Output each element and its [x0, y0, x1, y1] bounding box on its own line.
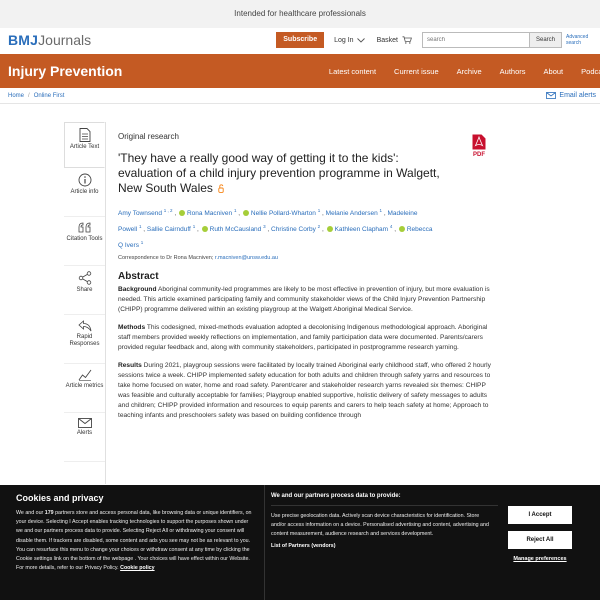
author-separator: ,	[141, 226, 147, 234]
envelope-icon	[546, 92, 556, 99]
healthcare-banner: Intended for healthcare professionals	[0, 0, 600, 28]
search-bar	[422, 32, 562, 48]
correspondence	[118, 255, 500, 261]
abstract-methods	[118, 323, 493, 353]
reject-all-button[interactable]: Reject All	[508, 531, 572, 549]
accept-button[interactable]: I Accept	[508, 506, 572, 524]
chevron-down-icon	[357, 38, 365, 43]
author-separator: ,	[265, 226, 272, 234]
author-affiliation: 2	[317, 224, 321, 230]
bmj-journals-logo[interactable]	[8, 32, 91, 48]
advanced-search-link[interactable]: Advanced search	[566, 34, 589, 46]
cookie-text-start: We and our	[16, 510, 44, 516]
breadcrumb	[0, 88, 600, 104]
article-type: Original research	[118, 132, 179, 141]
login-label: Log In	[334, 36, 354, 44]
document-icon	[79, 128, 91, 142]
author-separator: ,	[392, 226, 398, 234]
article-title-text: 'They have a really good way of getting it to the kids': evaluation of a child injury prevention programme in Walgett, New South Wales	[118, 151, 440, 195]
cookie-actions	[508, 506, 572, 562]
tool-label: Alerts	[76, 430, 93, 436]
tool-label: Article Text	[69, 144, 100, 150]
nav-current-issue[interactable]: Current issue	[394, 66, 439, 76]
basket-link[interactable]	[377, 36, 412, 44]
author-affiliation: 1	[379, 208, 383, 213]
abstract-background	[118, 285, 493, 315]
tool-label: Share	[76, 287, 93, 293]
author-affiliation: 4	[389, 224, 393, 230]
author-link[interactable]	[118, 210, 173, 217]
pdf-label: PDF	[473, 152, 485, 158]
author-name: Melanie Andersen	[325, 210, 378, 218]
tool-share[interactable]	[64, 266, 105, 315]
basket-label: Basket	[376, 36, 398, 44]
author-affiliation: 1	[192, 224, 196, 230]
journal-nav	[329, 67, 612, 76]
orcid-icon	[179, 210, 185, 216]
cookie-policy-link[interactable]: Cookie policy	[120, 565, 155, 572]
author-separator: ,	[320, 210, 326, 218]
author-list	[118, 204, 438, 252]
partners-count: 179	[44, 510, 54, 516]
cookie-text	[16, 509, 256, 573]
correspondence-prefix: Correspondence to Dr Rona Macniven;	[118, 255, 214, 262]
email-alerts-label: Email alerts	[559, 92, 596, 99]
search-button[interactable]: Search	[530, 32, 562, 48]
nav-latest-content[interactable]: Latest content	[328, 66, 377, 76]
tool-label: Citation Tools	[66, 236, 103, 242]
author-affiliation: 1	[138, 224, 142, 230]
author-link[interactable]	[271, 226, 320, 233]
purposes-heading: We and our partners process data to provide:	[271, 493, 498, 506]
author-link[interactable]	[326, 226, 393, 233]
abstract-section-label: Background	[118, 286, 157, 294]
tool-label: Article info	[70, 189, 99, 195]
orcid-icon	[202, 226, 208, 232]
tool-rapid-responses[interactable]	[64, 315, 105, 364]
nav-about[interactable]: About	[543, 66, 564, 76]
author-affiliation: 1	[233, 208, 237, 213]
search-input[interactable]	[422, 32, 530, 48]
author-separator: ,	[172, 210, 178, 218]
author-name: Nellie Pollard-Wharton	[250, 210, 316, 218]
logo-bold: BMJ	[8, 32, 39, 48]
cart-icon	[402, 36, 412, 44]
tool-label: Rapid Responses	[69, 334, 100, 347]
tool-article-text[interactable]	[64, 122, 105, 168]
author-name: Sallie Cairnduff	[146, 226, 191, 234]
author-name: Rona Macniven	[186, 210, 233, 218]
author-name: Ruth McCausland	[209, 226, 262, 234]
nav-podcasts[interactable]: Podcasts	[581, 66, 612, 76]
correspondence-email[interactable]: r.macniven@unsw.edu.au	[214, 255, 278, 262]
abstract-results	[118, 361, 493, 421]
author-link[interactable]	[178, 210, 237, 217]
tool-article-metrics[interactable]	[64, 364, 105, 413]
breadcrumb-separator: /	[28, 92, 30, 99]
journal-title[interactable]: Injury Prevention	[8, 63, 123, 79]
share-icon	[78, 271, 92, 285]
author-link[interactable]	[201, 226, 266, 233]
author-name: Rebecca Q Ivers	[118, 226, 433, 250]
breadcrumb-home[interactable]: Home	[8, 92, 25, 99]
orcid-icon	[327, 226, 333, 232]
author-link[interactable]	[326, 210, 382, 217]
tool-alerts[interactable]	[64, 413, 105, 462]
author-name: Christine Corby	[271, 226, 316, 234]
author-name: Kathleen Clapham	[334, 226, 389, 234]
tool-article-info[interactable]	[64, 168, 105, 217]
cookie-banner	[0, 485, 600, 600]
article-title	[118, 151, 453, 196]
author-link[interactable]	[242, 210, 320, 217]
author-affiliation: 1	[140, 240, 144, 246]
metrics-icon	[78, 369, 92, 381]
author-affiliation: 1 , 2	[163, 208, 173, 213]
purposes-text: Use precise geolocation data. Actively scan device characteristics for identification. Store and/or access information on a device. Personalised advertising and content, advertising and content measurement, audience research and services development.	[271, 513, 489, 538]
author-affiliation: 1	[317, 208, 321, 213]
open-access-icon	[218, 184, 224, 193]
author-separator: ,	[236, 210, 242, 218]
cookie-info	[16, 493, 256, 573]
quote-icon	[78, 222, 92, 234]
envelope-icon	[78, 418, 92, 428]
author-separator: ,	[382, 210, 388, 218]
abstract-section-label: Results	[118, 362, 142, 370]
author-separator: ,	[320, 226, 326, 234]
cookie-text-body: partners store and access personal data, like browsing data or unique identifiers, on your device. Selecting I Accept enables tracking technologies to support the purposes shown under we and our partners process data to provide. Selecting Reject All or withdrawing your consent will disable them. If trackers are disabled, some content and ads you see may not be as relevant to you. You can resurface this menu to change your choices or withdraw consent at any time by clicking the Cookie settings link on the bottom of the webpage . Your choices will have effect within our Website. For more details, refer to our Privacy Policy.	[16, 510, 252, 572]
cookie-heading: Cookies and privacy	[16, 493, 104, 503]
pdf-download-link[interactable]	[472, 134, 486, 158]
manage-preferences-link[interactable]: Manage preferences	[513, 556, 567, 562]
email-alerts-link[interactable]	[546, 92, 596, 99]
abstract-heading: Abstract	[118, 271, 159, 283]
orcid-icon	[399, 226, 405, 232]
author-separator: ,	[195, 226, 201, 234]
author-affiliation: 3	[263, 224, 266, 230]
abstract-section-text: Aboriginal community-led programmes are likely to be most effective in prevention of injury, but more evaluation is needed. This article examined participating family and community stakeholder views of the Child Injury Prevention Partnership (CHIPP) programme delivered within an existing playgroup at the Walgett Aboriginal Medical Service.	[118, 286, 490, 314]
brand-bar	[0, 28, 600, 52]
orcid-icon	[243, 210, 249, 216]
abstract-section-text: This codesigned, mixed-methods evaluation adopted a decolonising Indigenous methodological approach. Aboriginal staff members provided weekly reflections on implementation, and family participation data were documented. Parents/carers provided regular feedback and, along with community stakeholders, participated in postprogramme research yarning.	[118, 324, 488, 352]
article-tools-sidebar	[64, 122, 106, 484]
article-content	[118, 132, 500, 421]
tool-citation-tools[interactable]	[64, 217, 105, 266]
pdf-icon	[472, 134, 486, 150]
nav-archive[interactable]: Archive	[456, 66, 482, 76]
breadcrumb-online-first[interactable]: Online First	[33, 92, 65, 99]
author-link[interactable]	[147, 226, 195, 233]
partners-list-link[interactable]: List of Partners (vendors)	[271, 542, 336, 549]
nav-authors[interactable]: Authors	[499, 66, 526, 76]
author-name: Madeleine Powell	[118, 210, 418, 234]
logo-light: Journals	[38, 32, 92, 48]
tool-label: Article metrics	[65, 383, 104, 389]
abstract-section-label: Methods	[118, 324, 146, 332]
abstract-section-text: During 2021, playgroup sessions were facilitated by locally trained Aboriginal early childhood staff, who offered 2 hourly sessions twice a week. CHIPP implemented safety education for both adults and children through safety yarns and resources to take home focused on water, home and road safety. Parent/carer and stakeholder research yarns revealed six themes: CHIPP was feasible and culturally acceptable for families; Playgroup enabled supportive, holistic delivery of safety messages to adults and children; CHIPP provided information and resources to equip parents and carers to help teach safety at home; Approach to teaching infants and preschoolers safety was based on building confidence through	[118, 362, 491, 420]
login-menu[interactable]	[334, 37, 364, 44]
subscribe-button[interactable]: Subscribe	[276, 32, 324, 48]
journal-bar	[0, 54, 612, 88]
author-name: Amy Townsend	[118, 210, 162, 218]
info-icon	[78, 173, 92, 187]
reply-icon	[78, 320, 92, 332]
article-container	[64, 122, 504, 484]
cookie-purposes	[264, 485, 494, 600]
